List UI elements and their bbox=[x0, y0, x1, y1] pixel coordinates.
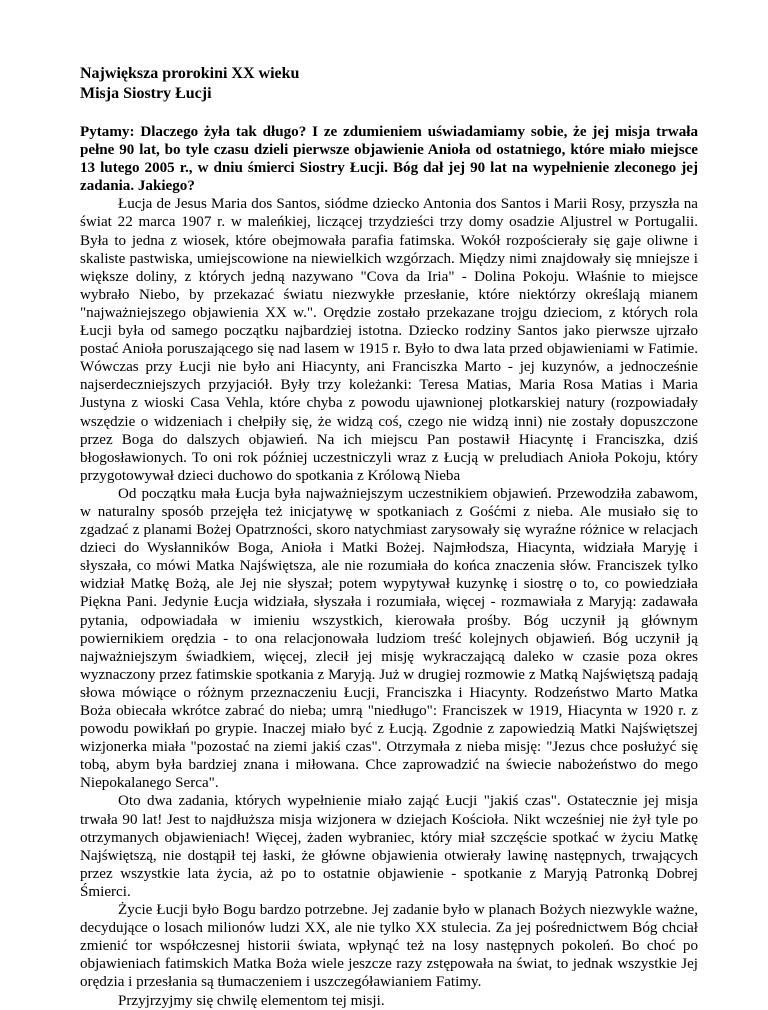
body-paragraph: Życie Łucji było Bogu bardzo potrzebne. Jej zadanie było w planach Bożych niezwykle ważne, decydujące o losach milionów ludzi XX, ale nie tylko XX stulecia. Za jej pośrednictwem Bóg chciał zmienić tor współczesnej historii świata, wpłynąć też na losy następnych pokoleń. Bo choć po objawieniach fatimskich Matka Boża wiele jeszcze razy zstępowała na świat, to jednak wszystkie Jej orędzia i przesłania są tłumaczeniem i uszczegóławianiem Fatimy. bbox=[80, 902, 698, 991]
document-title: Największa prorokini XX wieku bbox=[80, 65, 300, 82]
lead-paragraph: Pytamy: Dlaczego żyła tak długo? I ze zdumieniem uświadamiamy sobie, że jej misja trwała pełne 90 lat, bo tyle czasu dzieli pierwsze objawienie Anioła od ostatniego, które miało miejsce 13 lutego 2005 r., w dniu śmierci Siostry Łucji. Bóg dał jej 90 lat na wypełnienie zleconego jej zadania. Jakiego? bbox=[80, 124, 698, 195]
body-paragraph: Łucja de Jesus Maria dos Santos, siódme dziecko Antonia dos Santos i Marii Rosy, przyszła na świat 22 marca 1907 r. w maleńkiej, liczącej trzydzieści trzy domy osadzie Aljustrel w Portugalii. Była to jedna z wiosek, które obejmowała parafia fatimska. Wokół rozpościerały się gaje oliwne i skaliste pastwiska, umiejscowione na niewielkich wzgórzach. Między nimi znajdowały się mniejsze i większe doliny, z których jedną nazywano "Cova da Iria" - Dolina Pokoju. Właśnie to miejsce wybrało Niebo, by przekazać światu niezwykłe przesłanie, które niektórzy określają mianem "najważniejszego objawienia XX w.". Orędzie zostało przekazane trojgu dzieciom, z których rola Łucji była od samego początku najbardziej istotna. Dziecko rodziny Santos jako pierwsze ujrzało postać Anioła poruszającego się nad lasem w 1915 r. Było to dwa lata przed objawieniami w Fatimie. Wówczas przy Łucji nie było ani Hiacynty, ani Franciszka Marto - jej kuzynów, a jednocześnie najserdeczniejszych przyjaciół. Były trzy koleżanki: Teresa Matias, Maria Rosa Matias i Maria Justyna z wioski Casa Vehla, które chyba z powodu ujawnionej plotkarskiej natury (rozpowiadały wszędzie o widzeniach i chełpiły się, że widzą coś, czego nie widzą inni) nie zostały dopuszczone przez Boga do dalszych objawień. Na ich miejscu Pan postawił Hiacyntę i Franciszka, dziś błogosławionych. To oni rok później uczestniczyli wraz z Łucją w preludiach Anioła Pokoju, który przygotowywał dzieci duchowo do spotkania z Królową Nieba bbox=[80, 196, 698, 484]
document-subtitle: Misja Siostry Łucji bbox=[80, 85, 212, 102]
body-paragraph: Od początku mała Łucja była najważniejszym uczestnikiem objawień. Przewodziła zabawom, w naturalny sposób przejęła też inicjatywę w spotkaniach z Gośćmi z nieba. Ale musiało się to zgadzać z planami Bożej Opatrzności, skoro natychmiast zarysowały się wyraźne różnice w relacjach dzieci do Wysłanników Boga, Anioła i Matki Bożej. Najmłodsza, Hiacynta, widziała Maryję i słyszała, co mówi Matka Najświętsza, ale nie rozumiała do końca znaczenia słów. Franciszek tylko widział Matkę Bożą, ale Jej nie słyszał; potem wypytywał kuzynkę i siostrę o to, co powiedziała Piękna Pani. Jedynie Łucja widziała, słyszała i rozumiała, więcej - rozmawiała z Maryją: zadawała pytania, odpowiadała w imieniu wszystkich, kierowała prośby. Bóg uczynił ją głównym powiernikiem orędzia - to ona relacjonowała ludziom treść kolejnych objawień. Bóg uczynił ją najważniejszym świadkiem, więcej, zlecił jej misję wykraczającą daleko w czasie poza okres wyznaczony przez fatimskie spotkania z Maryją. Już w drugiej rozmowie z Matką Najświętszą padają słowa mówiące o różnym przeznaczeniu Łucji, Franciszka i Hiacynty. Rodzeństwo Marto Matka Boża obiecała wkrótce zabrać do nieba; umrą "niedługo": Franciszek w 1919, Hiacynta w 1920 r. z powodu powikłań po grypie. Inaczej miało być z Łucją. Zgodnie z zapowiedzią Matki Najświętszej wizjonerka miała "pozostać na ziemi jakiś czas". Otrzymała z nieba misję: "Jezus chce posłużyć się tobą, abym była bardziej znana i miłowana. Chce zaprowadzić na świecie nabożeństwo do mego Niepokalanego Serca". bbox=[80, 485, 698, 792]
body-paragraph: Przyjrzyjmy się chwilę elementom tej misji. bbox=[118, 992, 385, 1009]
body-paragraph: Oto dwa zadania, których wypełnienie miało zająć Łucji "jakiś czas". Ostatecznie jej misja trwała 90 lat! Jest to najdłuższa misja wizjonera w dziejach Kościoła. Nikt wcześniej nie żył tyle po otrzymanych objawieniach! Więcej, żaden wybraniec, który miał szczęście spotkać w życiu Matkę Najświętszą, nie dostąpił tej łaski, że główne objawienia otwierały lawinę następnych, trwających przez wszystkie lata życia, aż po to ostatnie objawienie - spotkanie z Maryją Patronką Dobrej Śmierci. bbox=[80, 793, 698, 900]
document-page bbox=[80, 64, 698, 1010]
title-spacer bbox=[80, 104, 698, 123]
